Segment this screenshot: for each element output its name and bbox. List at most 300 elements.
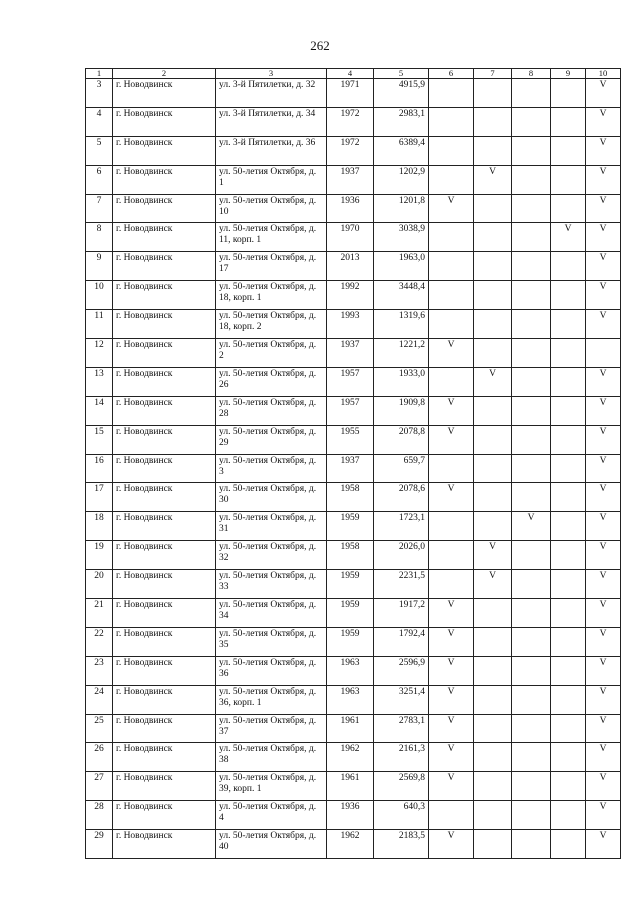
mark-cell-col9 — [551, 685, 586, 714]
year-cell: 1959 — [327, 627, 374, 656]
mark-cell-col9 — [551, 396, 586, 425]
mark-cell-col10: V — [586, 801, 621, 830]
table-row — [86, 136, 621, 165]
mark-cell-col9 — [551, 772, 586, 801]
mark-cell-col10: V — [586, 512, 621, 541]
building-registry-table — [85, 68, 621, 859]
mark-cell-col6: V — [429, 627, 474, 656]
row-number-cell: 8 — [86, 223, 113, 252]
year-cell: 1958 — [327, 541, 374, 570]
row-number-cell: 21 — [86, 599, 113, 628]
mark-cell-col6 — [429, 252, 474, 281]
mark-cell-col6 — [429, 107, 474, 136]
mark-cell-col6 — [429, 223, 474, 252]
mark-cell-col8 — [512, 483, 551, 512]
mark-cell-col7 — [474, 772, 512, 801]
mark-cell-col10: V — [586, 743, 621, 772]
area-cell: 2183,5 — [374, 830, 429, 859]
city-cell: г. Новодвинск — [113, 570, 216, 599]
mark-cell-col9 — [551, 599, 586, 628]
area-cell: 2078,8 — [374, 425, 429, 454]
mark-cell-col8 — [512, 107, 551, 136]
mark-cell-col10: V — [586, 165, 621, 194]
address-cell: ул. 50-летия Октября, д. 1 — [216, 165, 327, 194]
table-row — [86, 570, 621, 599]
row-number-cell: 5 — [86, 136, 113, 165]
table-row — [86, 772, 621, 801]
mark-cell-col9 — [551, 570, 586, 599]
address-cell: ул. 50-летия Октября, д. 10 — [216, 194, 327, 223]
mark-cell-col9 — [551, 801, 586, 830]
table-row — [86, 483, 621, 512]
mark-cell-col7 — [474, 79, 512, 108]
mark-cell-col6: V — [429, 656, 474, 685]
city-cell: г. Новодвинск — [113, 512, 216, 541]
area-cell: 1933,0 — [374, 367, 429, 396]
column-header: 7 — [474, 69, 512, 79]
city-cell: г. Новодвинск — [113, 194, 216, 223]
mark-cell-col6 — [429, 570, 474, 599]
address-cell: ул. 50-летия Октября, д. 18, корп. 2 — [216, 310, 327, 339]
city-cell: г. Новодвинск — [113, 339, 216, 368]
mark-cell-col9 — [551, 310, 586, 339]
mark-cell-col9 — [551, 425, 586, 454]
row-number-cell: 27 — [86, 772, 113, 801]
address-cell: ул. 3-й Пятилетки, д. 32 — [216, 79, 327, 108]
city-cell: г. Новодвинск — [113, 252, 216, 281]
area-cell: 3251,4 — [374, 685, 429, 714]
mark-cell-col9 — [551, 252, 586, 281]
column-header: 9 — [551, 69, 586, 79]
address-cell: ул. 50-летия Октября, д. 17 — [216, 252, 327, 281]
mark-cell-col10: V — [586, 310, 621, 339]
year-cell: 1962 — [327, 830, 374, 859]
year-cell: 1937 — [327, 454, 374, 483]
mark-cell-col8 — [512, 396, 551, 425]
year-cell: 1963 — [327, 685, 374, 714]
mark-cell-col6: V — [429, 194, 474, 223]
mark-cell-col7 — [474, 425, 512, 454]
year-cell: 1959 — [327, 512, 374, 541]
mark-cell-col9 — [551, 281, 586, 310]
mark-cell-col9 — [551, 541, 586, 570]
mark-cell-col7 — [474, 223, 512, 252]
table-row — [86, 425, 621, 454]
year-cell: 1993 — [327, 310, 374, 339]
row-number-cell: 20 — [86, 570, 113, 599]
row-number-cell: 17 — [86, 483, 113, 512]
table-row — [86, 454, 621, 483]
city-cell: г. Новодвинск — [113, 281, 216, 310]
mark-cell-col10: V — [586, 570, 621, 599]
area-cell: 4915,9 — [374, 79, 429, 108]
year-cell: 1962 — [327, 743, 374, 772]
table-row — [86, 165, 621, 194]
column-header: 3 — [216, 69, 327, 79]
mark-cell-col6 — [429, 541, 474, 570]
year-cell: 1972 — [327, 107, 374, 136]
mark-cell-col7 — [474, 454, 512, 483]
mark-cell-col8 — [512, 223, 551, 252]
year-cell: 1937 — [327, 165, 374, 194]
table-row — [86, 627, 621, 656]
table-row — [86, 685, 621, 714]
mark-cell-col9 — [551, 743, 586, 772]
city-cell: г. Новодвинск — [113, 425, 216, 454]
city-cell: г. Новодвинск — [113, 396, 216, 425]
mark-cell-col7 — [474, 483, 512, 512]
city-cell: г. Новодвинск — [113, 772, 216, 801]
area-cell: 2596,9 — [374, 656, 429, 685]
mark-cell-col8 — [512, 79, 551, 108]
row-number-cell: 7 — [86, 194, 113, 223]
city-cell: г. Новодвинск — [113, 165, 216, 194]
mark-cell-col10 — [586, 339, 621, 368]
area-cell: 1221,2 — [374, 339, 429, 368]
year-cell: 1959 — [327, 599, 374, 628]
column-header: 6 — [429, 69, 474, 79]
year-cell: 1992 — [327, 281, 374, 310]
address-cell: ул. 50-летия Октября, д. 33 — [216, 570, 327, 599]
year-cell: 1958 — [327, 483, 374, 512]
mark-cell-col7: V — [474, 541, 512, 570]
mark-cell-col7 — [474, 252, 512, 281]
mark-cell-col10: V — [586, 830, 621, 859]
area-cell: 2783,1 — [374, 714, 429, 743]
row-number-cell: 26 — [86, 743, 113, 772]
mark-cell-col6 — [429, 454, 474, 483]
column-header: 8 — [512, 69, 551, 79]
mark-cell-col7 — [474, 396, 512, 425]
mark-cell-col8 — [512, 830, 551, 859]
area-cell: 640,3 — [374, 801, 429, 830]
mark-cell-col10: V — [586, 454, 621, 483]
city-cell: г. Новодвинск — [113, 367, 216, 396]
mark-cell-col6 — [429, 310, 474, 339]
row-number-cell: 10 — [86, 281, 113, 310]
address-cell: ул. 3-й Пятилетки, д. 36 — [216, 136, 327, 165]
table-row — [86, 396, 621, 425]
city-cell: г. Новодвинск — [113, 685, 216, 714]
mark-cell-col6: V — [429, 830, 474, 859]
row-number-cell: 12 — [86, 339, 113, 368]
table-row — [86, 339, 621, 368]
area-cell: 2569,8 — [374, 772, 429, 801]
mark-cell-col9 — [551, 656, 586, 685]
area-cell: 1917,2 — [374, 599, 429, 628]
mark-cell-col8 — [512, 541, 551, 570]
city-cell: г. Новодвинск — [113, 107, 216, 136]
mark-cell-col6: V — [429, 599, 474, 628]
mark-cell-col9: V — [551, 223, 586, 252]
mark-cell-col8: V — [512, 512, 551, 541]
address-cell: ул. 50-летия Октября, д. 36, корп. 1 — [216, 685, 327, 714]
mark-cell-col7 — [474, 685, 512, 714]
mark-cell-col8 — [512, 685, 551, 714]
row-number-cell: 19 — [86, 541, 113, 570]
address-cell: ул. 50-летия Октября, д. 35 — [216, 627, 327, 656]
city-cell: г. Новодвинск — [113, 627, 216, 656]
year-cell: 1957 — [327, 367, 374, 396]
mark-cell-col9 — [551, 512, 586, 541]
city-cell: г. Новодвинск — [113, 79, 216, 108]
mark-cell-col9 — [551, 714, 586, 743]
year-cell: 1971 — [327, 79, 374, 108]
mark-cell-col10: V — [586, 656, 621, 685]
address-cell: ул. 50-летия Октября, д. 38 — [216, 743, 327, 772]
address-cell: ул. 50-летия Октября, д. 2 — [216, 339, 327, 368]
column-header-row — [86, 69, 621, 79]
address-cell: ул. 50-летия Октября, д. 39, корп. 1 — [216, 772, 327, 801]
address-cell: ул. 50-летия Октября, д. 18, корп. 1 — [216, 281, 327, 310]
row-number-cell: 4 — [86, 107, 113, 136]
mark-cell-col6: V — [429, 339, 474, 368]
mark-cell-col8 — [512, 367, 551, 396]
mark-cell-col10: V — [586, 281, 621, 310]
mark-cell-col9 — [551, 830, 586, 859]
mark-cell-col10: V — [586, 194, 621, 223]
mark-cell-col8 — [512, 801, 551, 830]
row-number-cell: 28 — [86, 801, 113, 830]
mark-cell-col7 — [474, 107, 512, 136]
row-number-cell: 18 — [86, 512, 113, 541]
mark-cell-col7 — [474, 310, 512, 339]
area-cell: 1201,8 — [374, 194, 429, 223]
table-row — [86, 194, 621, 223]
year-cell: 1936 — [327, 194, 374, 223]
row-number-cell: 13 — [86, 367, 113, 396]
row-number-cell: 3 — [86, 79, 113, 108]
mark-cell-col9 — [551, 107, 586, 136]
mark-cell-col7 — [474, 830, 512, 859]
year-cell: 1955 — [327, 425, 374, 454]
mark-cell-col6 — [429, 367, 474, 396]
mark-cell-col7 — [474, 656, 512, 685]
address-cell: ул. 50-летия Октября, д. 30 — [216, 483, 327, 512]
mark-cell-col7 — [474, 599, 512, 628]
city-cell: г. Новодвинск — [113, 801, 216, 830]
mark-cell-col10: V — [586, 772, 621, 801]
table-row — [86, 512, 621, 541]
mark-cell-col6 — [429, 281, 474, 310]
year-cell: 1963 — [327, 656, 374, 685]
mark-cell-col10: V — [586, 425, 621, 454]
mark-cell-col7 — [474, 627, 512, 656]
row-number-cell: 22 — [86, 627, 113, 656]
year-cell: 1970 — [327, 223, 374, 252]
mark-cell-col6: V — [429, 714, 474, 743]
row-number-cell: 9 — [86, 252, 113, 281]
row-number-cell: 25 — [86, 714, 113, 743]
mark-cell-col8 — [512, 425, 551, 454]
area-cell: 2983,1 — [374, 107, 429, 136]
mark-cell-col8 — [512, 627, 551, 656]
area-cell: 1963,0 — [374, 252, 429, 281]
area-cell: 1319,6 — [374, 310, 429, 339]
mark-cell-col10: V — [586, 483, 621, 512]
mark-cell-col8 — [512, 194, 551, 223]
area-cell: 1723,1 — [374, 512, 429, 541]
table-row — [86, 252, 621, 281]
mark-cell-col10: V — [586, 367, 621, 396]
area-cell: 2026,0 — [374, 541, 429, 570]
mark-cell-col6 — [429, 79, 474, 108]
table-row — [86, 223, 621, 252]
mark-cell-col6: V — [429, 483, 474, 512]
mark-cell-col9 — [551, 454, 586, 483]
mark-cell-col6: V — [429, 425, 474, 454]
mark-cell-col9 — [551, 136, 586, 165]
row-number-cell: 23 — [86, 656, 113, 685]
mark-cell-col8 — [512, 570, 551, 599]
year-cell: 1936 — [327, 801, 374, 830]
city-cell: г. Новодвинск — [113, 541, 216, 570]
mark-cell-col7: V — [474, 570, 512, 599]
mark-cell-col10: V — [586, 396, 621, 425]
address-cell: ул. 50-летия Октября, д. 36 — [216, 656, 327, 685]
address-cell: ул. 50-летия Октября, д. 40 — [216, 830, 327, 859]
area-cell: 3038,9 — [374, 223, 429, 252]
address-cell: ул. 50-летия Октября, д. 29 — [216, 425, 327, 454]
mark-cell-col7 — [474, 194, 512, 223]
year-cell: 1961 — [327, 772, 374, 801]
mark-cell-col6 — [429, 512, 474, 541]
address-cell: ул. 50-летия Октября, д. 32 — [216, 541, 327, 570]
row-number-cell: 29 — [86, 830, 113, 859]
mark-cell-col8 — [512, 599, 551, 628]
mark-cell-col9 — [551, 79, 586, 108]
table-row — [86, 541, 621, 570]
city-cell: г. Новодвинск — [113, 310, 216, 339]
row-number-cell: 15 — [86, 425, 113, 454]
mark-cell-col10: V — [586, 714, 621, 743]
column-header: 5 — [374, 69, 429, 79]
mark-cell-col8 — [512, 310, 551, 339]
mark-cell-col7: V — [474, 165, 512, 194]
address-cell: ул. 50-летия Октября, д. 28 — [216, 396, 327, 425]
area-cell: 2161,3 — [374, 743, 429, 772]
table-row — [86, 656, 621, 685]
city-cell: г. Новодвинск — [113, 599, 216, 628]
mark-cell-col9 — [551, 367, 586, 396]
mark-cell-col8 — [512, 281, 551, 310]
mark-cell-col10: V — [586, 685, 621, 714]
area-cell: 2078,6 — [374, 483, 429, 512]
mark-cell-col6: V — [429, 772, 474, 801]
area-cell: 3448,4 — [374, 281, 429, 310]
table-row — [86, 310, 621, 339]
mark-cell-col6: V — [429, 743, 474, 772]
mark-cell-col7 — [474, 714, 512, 743]
city-cell: г. Новодвинск — [113, 136, 216, 165]
mark-cell-col8 — [512, 656, 551, 685]
city-cell: г. Новодвинск — [113, 656, 216, 685]
mark-cell-col6 — [429, 136, 474, 165]
row-number-cell: 6 — [86, 165, 113, 194]
address-cell: ул. 50-летия Октября, д. 11, корп. 1 — [216, 223, 327, 252]
table-row — [86, 599, 621, 628]
table-row — [86, 801, 621, 830]
table-row — [86, 830, 621, 859]
area-cell: 1792,4 — [374, 627, 429, 656]
year-cell: 1972 — [327, 136, 374, 165]
mark-cell-col9 — [551, 483, 586, 512]
mark-cell-col6 — [429, 165, 474, 194]
area-cell: 6389,4 — [374, 136, 429, 165]
year-cell: 1961 — [327, 714, 374, 743]
mark-cell-col7 — [474, 801, 512, 830]
mark-cell-col10: V — [586, 599, 621, 628]
mark-cell-col8 — [512, 339, 551, 368]
column-header: 2 — [113, 69, 216, 79]
mark-cell-col8 — [512, 165, 551, 194]
mark-cell-col9 — [551, 339, 586, 368]
year-cell: 1957 — [327, 396, 374, 425]
row-number-cell: 24 — [86, 685, 113, 714]
city-cell: г. Новодвинск — [113, 223, 216, 252]
table-body — [86, 69, 621, 859]
address-cell: ул. 3-й Пятилетки, д. 34 — [216, 107, 327, 136]
table-row — [86, 107, 621, 136]
mark-cell-col6: V — [429, 396, 474, 425]
mark-cell-col10: V — [586, 541, 621, 570]
area-cell: 2231,5 — [374, 570, 429, 599]
year-cell: 2013 — [327, 252, 374, 281]
mark-cell-col9 — [551, 627, 586, 656]
mark-cell-col7 — [474, 512, 512, 541]
city-cell: г. Новодвинск — [113, 483, 216, 512]
mark-cell-col10: V — [586, 252, 621, 281]
mark-cell-col7: V — [474, 367, 512, 396]
table-row — [86, 714, 621, 743]
mark-cell-col6 — [429, 801, 474, 830]
city-cell: г. Новодвинск — [113, 830, 216, 859]
mark-cell-col8 — [512, 714, 551, 743]
table-row — [86, 79, 621, 108]
city-cell: г. Новодвинск — [113, 743, 216, 772]
mark-cell-col6: V — [429, 685, 474, 714]
mark-cell-col10: V — [586, 223, 621, 252]
mark-cell-col8 — [512, 454, 551, 483]
mark-cell-col7 — [474, 136, 512, 165]
mark-cell-col8 — [512, 136, 551, 165]
page-number: 262 — [310, 38, 330, 53]
year-cell: 1937 — [327, 339, 374, 368]
row-number-cell: 14 — [86, 396, 113, 425]
row-number-cell: 11 — [86, 310, 113, 339]
mark-cell-col8 — [512, 772, 551, 801]
mark-cell-col9 — [551, 165, 586, 194]
table-row — [86, 367, 621, 396]
city-cell: г. Новодвинск — [113, 454, 216, 483]
mark-cell-col10: V — [586, 79, 621, 108]
mark-cell-col10: V — [586, 627, 621, 656]
address-cell: ул. 50-летия Октября, д. 37 — [216, 714, 327, 743]
address-cell: ул. 50-летия Октября, д. 26 — [216, 367, 327, 396]
area-cell: 1202,9 — [374, 165, 429, 194]
column-header: 1 — [86, 69, 113, 79]
column-header: 4 — [327, 69, 374, 79]
city-cell: г. Новодвинск — [113, 714, 216, 743]
mark-cell-col7 — [474, 339, 512, 368]
area-cell: 659,7 — [374, 454, 429, 483]
mark-cell-col7 — [474, 281, 512, 310]
mark-cell-col10: V — [586, 136, 621, 165]
year-cell: 1959 — [327, 570, 374, 599]
mark-cell-col8 — [512, 743, 551, 772]
address-cell: ул. 50-летия Октября, д. 3 — [216, 454, 327, 483]
mark-cell-col9 — [551, 194, 586, 223]
